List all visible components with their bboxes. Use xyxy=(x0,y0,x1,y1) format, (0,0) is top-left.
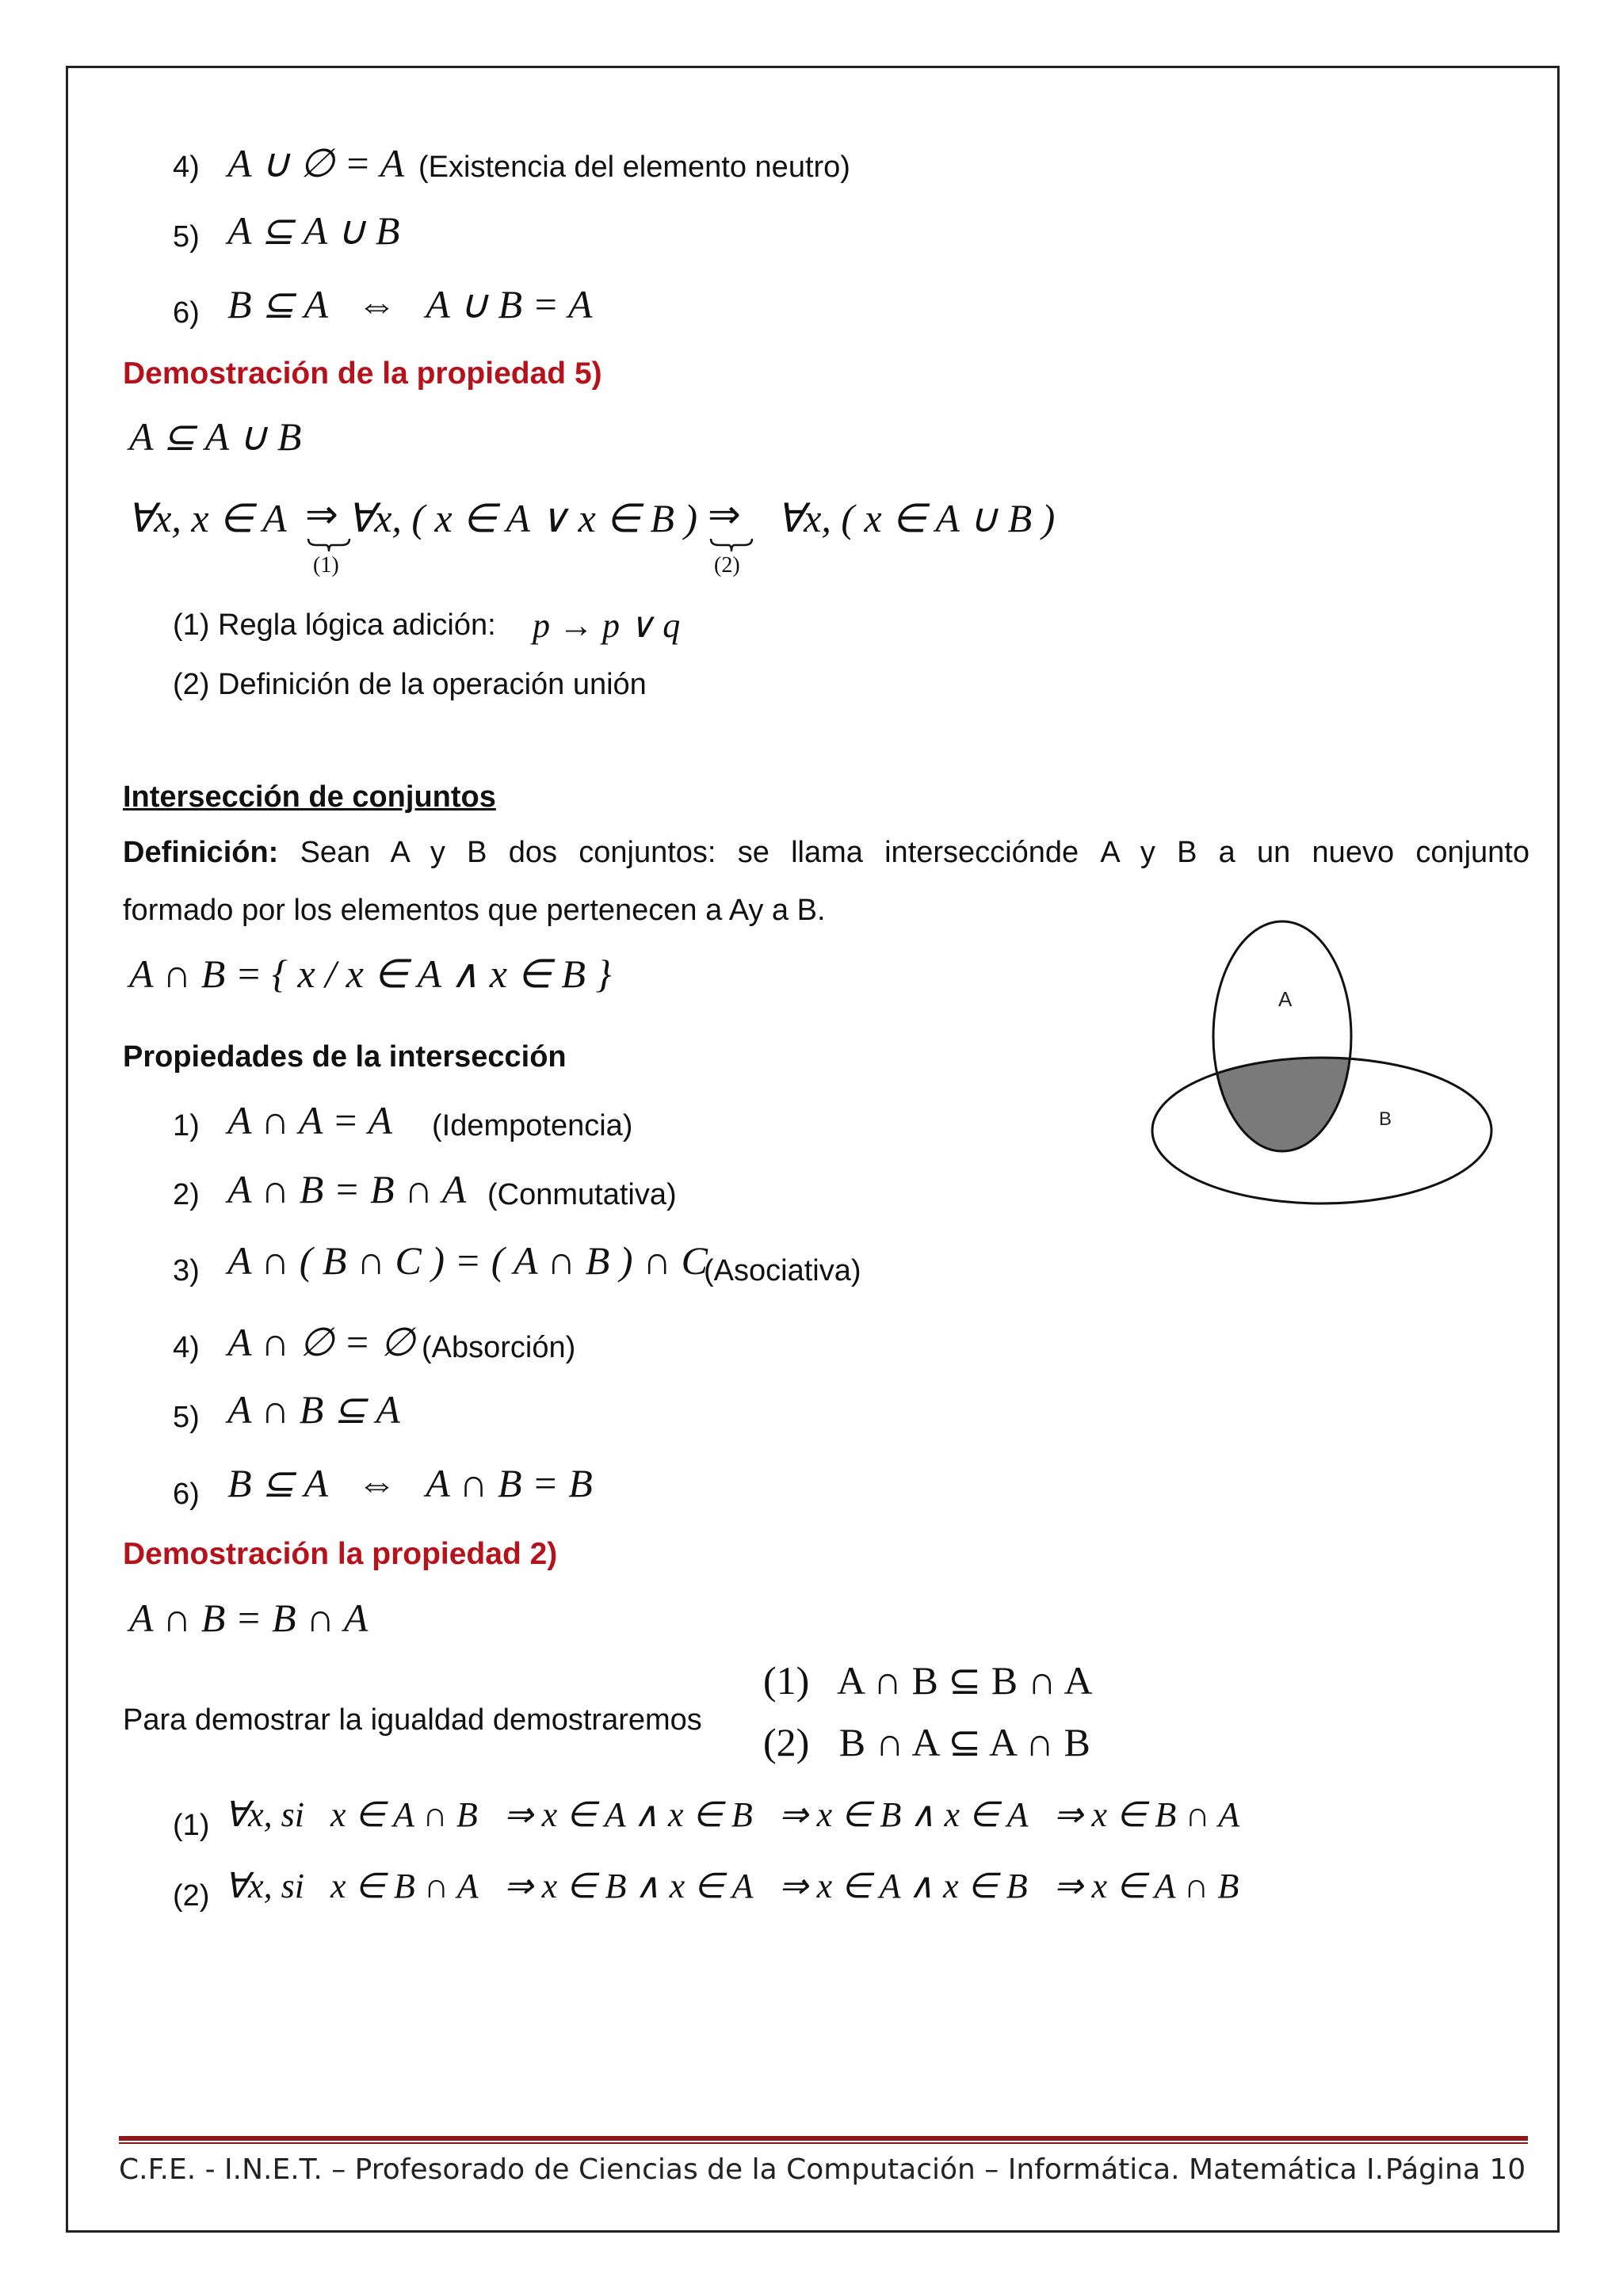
union-prop-5-formula: A ⊆ A ∪ B xyxy=(227,208,400,253)
demo5-title: Demostración de la propiedad 5) xyxy=(123,357,602,391)
demo2-proof-1: ∀x, si x ∈ A ∩ B ⇒ x ∈ A ∧ x ∈ B ⇒ x ∈ B ∧ x ∈ A ⇒ x ∈ B ∩ A xyxy=(224,1795,1240,1834)
union-prop-4-formula: A ∪ ∅ = A xyxy=(227,141,405,185)
underbrace-1-label: (1) xyxy=(313,553,339,578)
inter-prop-1-note: (Idempotencia) xyxy=(432,1109,633,1142)
demo2-title: Demostración la propiedad 2) xyxy=(123,1537,558,1571)
demo5-line-a: ∀x, x ∈ A xyxy=(127,496,287,540)
demo2-intro: Para demostrar la igualdad demostraremos xyxy=(123,1703,702,1737)
footer-rule-thin xyxy=(119,2142,1528,2144)
intersection-heading: Intersección de conjuntos xyxy=(123,780,496,814)
union-prop-6-num: 6) xyxy=(173,296,200,330)
inter-prop-4-num: 4) xyxy=(173,1331,200,1364)
underbrace-1-icon xyxy=(305,536,353,555)
intersection-definition-line-1 xyxy=(123,836,1529,870)
definition-text-1: Sean A y B dos conjuntos: se llama interseccióndе A y B a un nuevo conjunto xyxy=(300,836,1529,869)
venn-diagram xyxy=(1141,915,1498,1208)
union-prop-4-note: (Existencia del elemento neutro) xyxy=(418,151,850,184)
inter-prop-5-num: 5) xyxy=(173,1401,200,1434)
demo2-case-2 xyxy=(763,1719,1090,1765)
inter-prop-4-note: (Absorción) xyxy=(422,1331,576,1364)
inter-prop-1-num: 1) xyxy=(173,1109,200,1142)
demo2-proof-1-num: (1) xyxy=(173,1809,210,1842)
demo2-case-1 xyxy=(763,1657,1093,1703)
intersection-props-heading: Propiedades de la intersección xyxy=(123,1040,567,1074)
venn-label-a: A xyxy=(1278,987,1293,1011)
intersection-definition-line-2: formado por los elementos que pertenecen a Ay a B. xyxy=(123,894,826,927)
demo2-statement: A ∩ B = B ∩ A xyxy=(129,1596,369,1640)
inter-prop-3-formula: A ∩ ( B ∩ C ) = ( A ∩ B ) ∩ C xyxy=(227,1238,708,1283)
demo5-statement: A ⊆ A ∪ B xyxy=(129,414,302,459)
venn-label-b: B xyxy=(1379,1108,1392,1130)
demo5-line-c: ∀x, ( x ∈ A ∪ B ) xyxy=(777,496,1056,540)
intersection-definition-formula: A ∩ B = { x / x ∈ A ∧ x ∈ B } xyxy=(129,952,612,996)
inter-prop-2-note: (Conmutativa) xyxy=(487,1178,677,1211)
inter-prop-1-formula: A ∩ A = A xyxy=(227,1098,392,1142)
footer-rule-thick xyxy=(119,2136,1528,2141)
demo5-note-1-formula: p → p ∨ q xyxy=(533,606,681,645)
inter-prop-3-num: 3) xyxy=(173,1254,200,1287)
demo5-note-2: (2) Definición de la operación unión xyxy=(173,668,647,701)
definition-label: Definición: xyxy=(123,836,279,869)
demo2-proof-2-num: (2) xyxy=(173,1879,210,1913)
demo5-line-b: ∀x, ( x ∈ A ∨ x ∈ B ) xyxy=(347,496,698,540)
underbrace-2-icon xyxy=(708,536,755,555)
demo5-arrow-1: ⇒ xyxy=(305,492,338,536)
demo2-case-2-text: (2) B ∩ A ⊆ A ∩ B xyxy=(763,1720,1090,1764)
inter-prop-6-num: 6) xyxy=(173,1478,200,1511)
demo5-arrow-2: ⇒ xyxy=(708,492,741,536)
union-prop-4-num: 4) xyxy=(173,151,200,184)
union-prop-6-formula: B ⊆ A ⇔ A ∪ B = A xyxy=(227,282,593,326)
footer-page-number: Página 10 xyxy=(1385,2153,1526,2186)
footer-text: C.F.E. - I.N.E.T. – Profesorado de Ciencias de la Computación – Informática. Matemática I. xyxy=(119,2153,1384,2186)
demo2-proof-2: ∀x, si x ∈ B ∩ A ⇒ x ∈ B ∧ x ∈ A ⇒ x ∈ A ∧ x ∈ B ⇒ x ∈ A ∩ B xyxy=(224,1867,1239,1905)
demo5-note-1-label: (1) Regla lógica adición: xyxy=(173,608,496,642)
inter-prop-3-note: (Asociativa) xyxy=(704,1254,861,1287)
inter-prop-4-formula: A ∩ ∅ = ∅ xyxy=(227,1320,415,1364)
inter-prop-6-formula: B ⊆ A ⇔ A ∩ B = B xyxy=(227,1461,593,1505)
inter-prop-5-formula: A ∩ B ⊆ A xyxy=(227,1387,400,1432)
union-prop-5-num: 5) xyxy=(173,220,200,254)
inter-prop-2-formula: A ∩ B = B ∩ A xyxy=(227,1167,467,1211)
underbrace-2-label: (2) xyxy=(714,553,740,578)
demo2-case-1-text: (1) A ∩ B ⊆ B ∩ A xyxy=(763,1658,1093,1703)
inter-prop-2-num: 2) xyxy=(173,1178,200,1211)
